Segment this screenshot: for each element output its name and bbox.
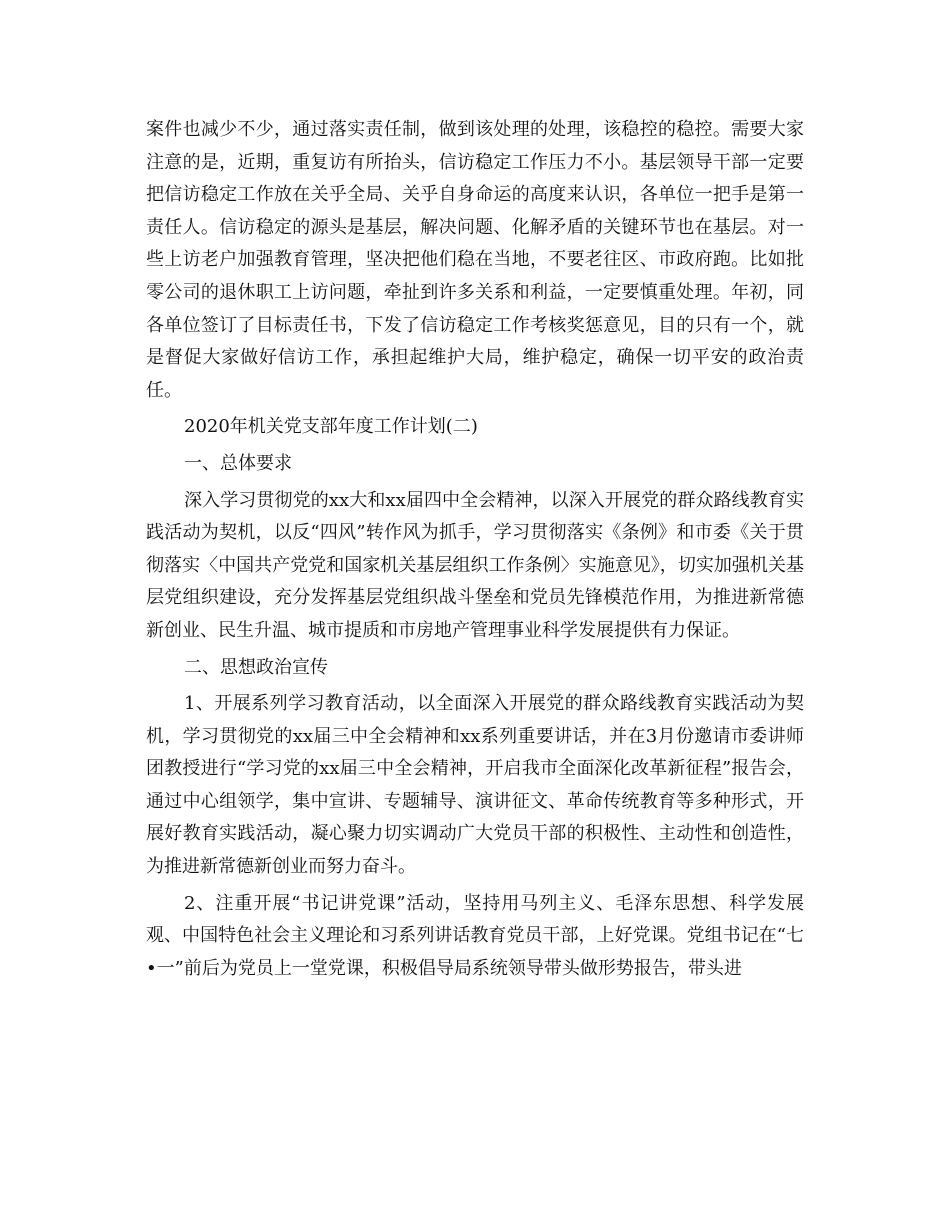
- body-paragraph-continuation: 案件也减少不少，通过落实责任制，做到该处理的处理，该稳控的稳控。需要大家注意的是，近期，重复访有所抬头，信访稳定工作压力不小。基层领导干部一定要把信访稳定工作放在关乎全局、关乎自身命运的高度来认识，各单位一把手是第一责任人。信访稳定的源头是基层，解决问题、化解矛盾的关键环节也在基层。对一些上访老户加强教育管理，坚决把他们稳在当地，不要老往区、市政府跑。比如批零公司的退休职工上访问题，牵扯到许多关系和利益，一定要慎重处理。年初，同各单位签订了目标责任书，下发了信访稳定工作考核奖惩意见，目的只有一个，就是督促大家做好信访工作，承担起维护大局，维护稳定，确保一切平安的政治责任。: [146, 119, 804, 401]
- section-title: 2020年机关党支部年度工作计划(二): [184, 416, 478, 438]
- body-paragraph-general-requirements: 深入学习贯彻党的xx大和xx届四中全会精神，以深入开展党的群众路线教育实践活动为契机，以反“四风”转作风为抓手，学习贯彻落实《条例》和市委《关于贯彻落实〈中国共产党党和国家机关基层组织工作条例〉实施意见》，切实加强机关基层党组织建设，充分发挥基层党组织战斗堡垒和党员先锋模范作用，为推进新常德新创业、民生升温、城市提质和市房地产管理事业科学发展提供有力保证。: [146, 489, 804, 641]
- body-paragraph-item-2: 2、注重开展“书记讲党课”活动，坚持用马列主义、毛泽东思想、科学发展观、中国特色社会主义理论和习系列讲话教育党员干部，上好党课。党组书记在“七•一”前后为党员上一堂党课，积极倡导局系统领导带头做形势报告，带头进: [146, 892, 804, 979]
- section-heading-general-requirements: 一、总体要求: [184, 452, 292, 474]
- section-heading-ideological-publicity: 二、思想政治宣传: [184, 656, 328, 678]
- body-paragraph-item-1: 1、开展系列学习教育活动，以全面深入开展党的群众路线教育实践活动为契机，学习贯彻党的xx届三中全会精神和xx系列重要讲话，并在3月份邀请市委讲师团教授进行“学习党的xx届三中全会精神，开启我市全面深化改革新征程”报告会，通过中心组领学，集中宣讲、专题辅导、演讲征文、革命传统教育等多种形式，开展好教育实践活动，凝心聚力切实调动广大党员干部的积极性、主动性和创造性，为推进新常德新创业而努力奋斗。: [146, 693, 804, 878]
